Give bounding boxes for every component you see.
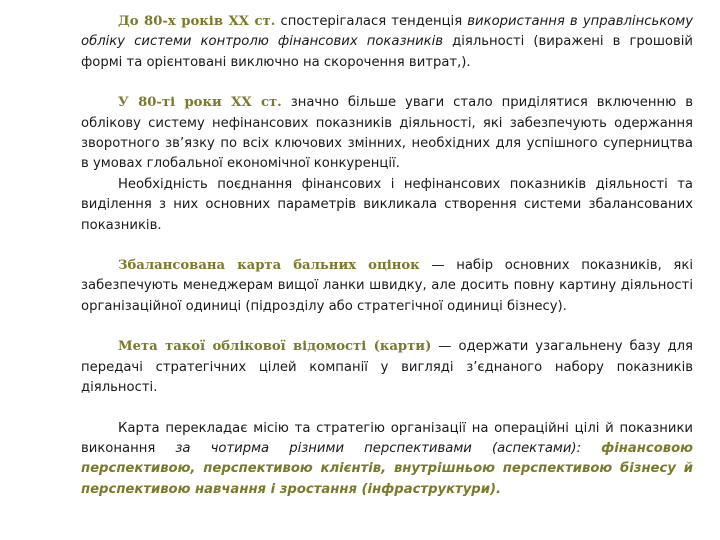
- paragraph-text: — одержати узагальнену базу для передачі стратегічних цілей компанії у вигляді з’єднаного набору показників діяльності.: [81, 339, 693, 396]
- paragraph-balanced-scorecard-definition: [81, 256, 693, 317]
- paragraph-italic-text: використання в управлінському обліку системи контролю фінансових показників: [81, 14, 693, 50]
- lead-balanced-scorecard: Збалансована карта бальних оцінок: [118, 258, 420, 274]
- paragraph-text: Необхідність поєднання фінансових і нефінансових показників діяльності та виділення з них основних параметрів викликала створення системи збалансованих показників.: [81, 176, 693, 233]
- paragraph-text: діяльності (виражені в грошовій формі та орієнтовані виключно на скорочення витрат,).: [81, 34, 693, 70]
- perspectives-list: фінансовою перспективою, перспективою клієнтів, внутрішньою перспективою бізнесу й перспективою навчання і зростання (інфраструктури).: [81, 440, 693, 497]
- paragraph-history-before-80s: [81, 12, 693, 73]
- spacer: [81, 399, 693, 419]
- paragraph-text: — набір основних показників, які забезпечують менеджерам вищої ланки швидку, але досить повну картину діяльності організаційної одиниці (підрозділу або стратегічної одиниці бізнесу).: [81, 258, 693, 314]
- paragraph-necessity: [81, 175, 693, 236]
- paragraph-italic-text: за чотирма різними перспективами (аспектами):: [175, 440, 602, 456]
- lead-80s: У 80-ті роки ХХ ст.: [118, 95, 282, 111]
- paragraph-text: значно більше уваги стало приділятися включенню в облікову систему нефінансових показників діяльності, які забезпечують одержання зворотного зв’язку по всіх ключових змінних, необхідних для успішного суперництва в умовах глобальної економічної конкуренції.: [81, 95, 693, 172]
- spacer: [81, 236, 693, 256]
- paragraph-text: спостерігалася тенденція: [275, 14, 468, 29]
- text-body: [81, 12, 693, 500]
- paragraph-goal: [81, 337, 693, 398]
- paragraph-text: Карта перекладає місію та стратегію організації на операційні цілі й показники виконання: [81, 420, 693, 456]
- lead-before-80s: До 80-х років ХХ ст.: [118, 14, 276, 29]
- paragraph-80s: [81, 93, 693, 175]
- spacer: [81, 73, 693, 93]
- lead-goal: Мета такої облікової відомості (карти): [118, 339, 432, 355]
- paragraph-perspectives: [81, 419, 693, 501]
- spacer: [81, 317, 693, 337]
